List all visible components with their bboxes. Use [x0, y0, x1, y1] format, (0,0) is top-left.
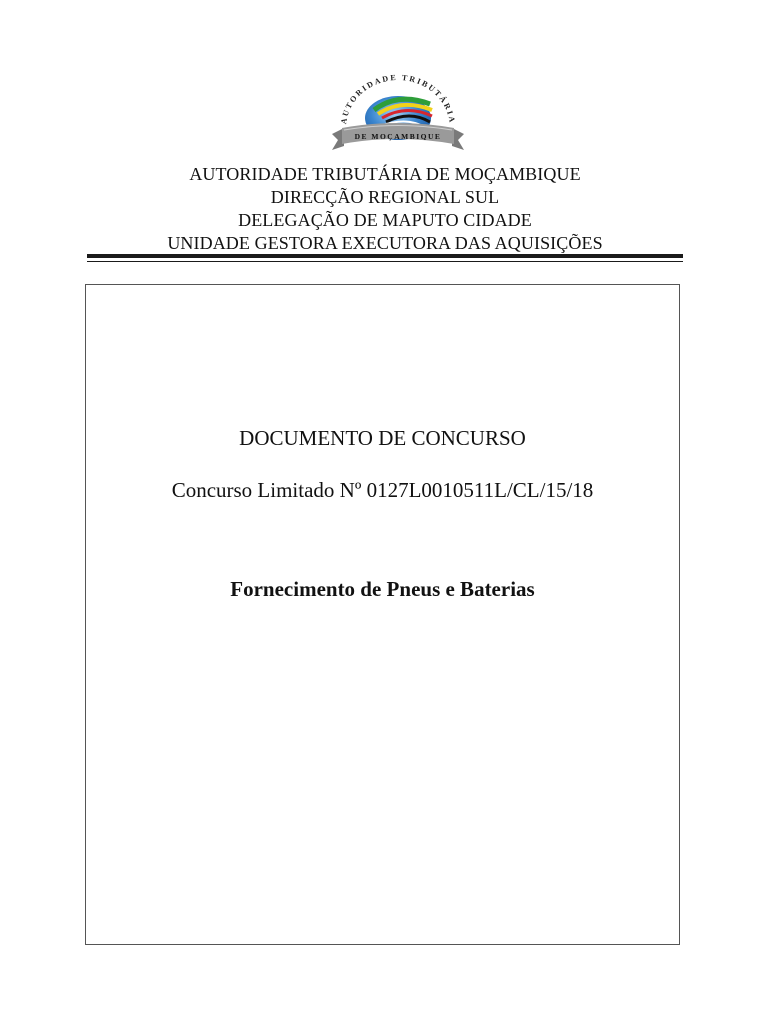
- header-divider-thick: [87, 254, 683, 258]
- logo-arc-text: AUTORIDADE TRIBUTÁRIA: [339, 72, 457, 125]
- logo-banner-text: DE MOÇAMBIQUE: [354, 132, 442, 141]
- header-line-delegation: DELEGAÇÃO DE MAPUTO CIDADE: [238, 210, 532, 230]
- cover-frame: [85, 284, 680, 945]
- document-header: [80, 163, 690, 255]
- tender-subject: Fornecimento de Pneus e Baterias: [230, 577, 535, 601]
- header-line-authority: AUTORIDADE TRIBUTÁRIA DE MOÇAMBIQUE: [189, 164, 581, 184]
- tender-number: Concurso Limitado Nº 0127L0010511L/CL/15/18: [171, 478, 594, 502]
- header-divider-thin: [87, 261, 683, 262]
- header-line-unit: UNIDADE GESTORA EXECUTORA DAS AQUISIÇÕES: [167, 233, 603, 253]
- autoridade-tributaria-logo: [318, 70, 478, 160]
- document-title: DOCUMENTO DE CONCURSO: [239, 426, 526, 450]
- header-line-regional: DIRECÇÃO REGIONAL SUL: [270, 187, 500, 207]
